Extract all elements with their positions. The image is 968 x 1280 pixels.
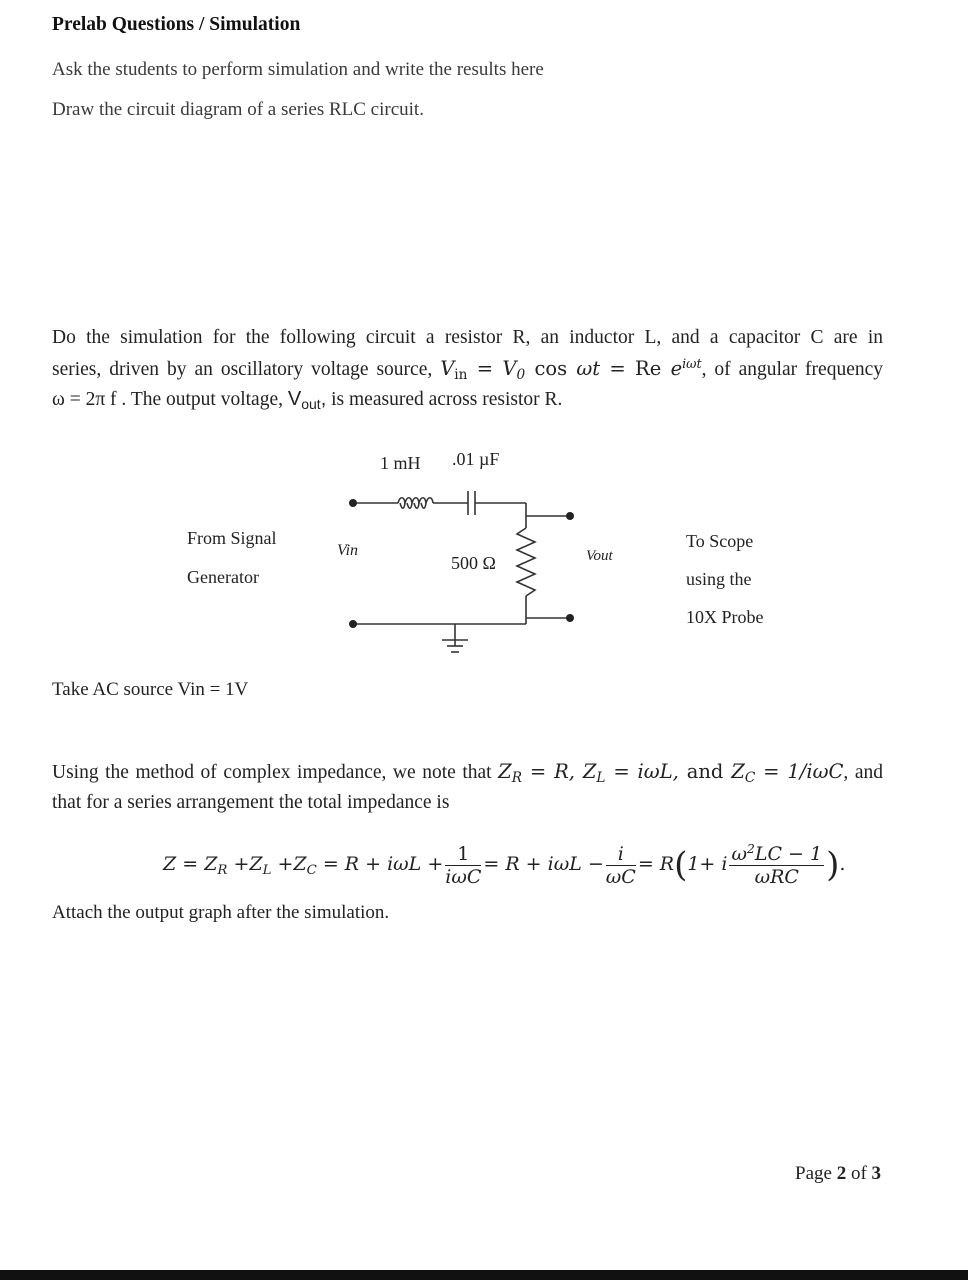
- page-number: Page 2 of 3: [795, 1163, 882, 1184]
- vin-equation: $V_{in} = V_0$ cos ωt = Re $e^{i\omega t}$: [440, 356, 702, 383]
- impedance-equation: $Z = Z_R +Z_L +Z_C = R + i\omega L$ + $\frac{1}{\text{iωC}}$ = R + iωL − $\frac{i}{\omega C}$ = R(1+ i $\frac{\omega^2LC - 1}{\text{ωRC}}$ ).: [163, 841, 846, 888]
- generator-label: Generator: [187, 567, 259, 587]
- probe-label: 10X Probe: [686, 607, 764, 627]
- circuit-diagram: [330, 478, 590, 678]
- intro-line-1: Do the simulation for the following circuit a resistor R, an inductor L, and a capacitor C are in: [52, 327, 883, 348]
- attach-note: Attach the output graph after the simulation.: [52, 902, 390, 923]
- method-paragraph: [52, 756, 883, 818]
- vout-label: Vout: [586, 548, 613, 564]
- intro-line-2: series, driven by an oscillatory voltage source, $V_{in} = V_0$ cos ωt = Re $e^{i\omega t}$, of angular frequency: [52, 356, 884, 383]
- to-scope-label: To Scope: [686, 531, 754, 551]
- capacitor-label: .01 µF: [452, 449, 500, 469]
- impedance-definitions: $Z_R = R$, $Z_L = i\omega L$, and $Z_C = 1/i\omega C$: [498, 760, 844, 786]
- source-note: Take AC source Vin = 1V: [52, 679, 249, 700]
- bottom-bar: [0, 1270, 968, 1280]
- intro-paragraph: [52, 322, 883, 415]
- capacitor-icon: [468, 491, 475, 515]
- intro-line-3: ω = 2π f . The output voltage, $V_{out}$, is measured across resistor R.: [52, 388, 563, 412]
- from-signal-label: From Signal: [187, 528, 277, 548]
- method-line-2: that for a series arrangement the total impedance is: [52, 792, 450, 813]
- inductor-icon: [398, 498, 433, 509]
- ground-icon: [442, 624, 468, 652]
- vin-label: Vin: [337, 542, 359, 559]
- method-line-1: Using the method of complex impedance, we note that $Z_R = R$, $Z_L = i\omega L$, and $Z_C = 1/i\omega C$, and: [52, 760, 884, 786]
- instruction-text: Ask the students to perform simulation and write the results here: [52, 59, 544, 80]
- inductor-label: 1 mH: [380, 453, 421, 473]
- resistor-label: 500 Ω: [451, 553, 496, 573]
- section-heading: Prelab Questions / Simulation: [52, 14, 301, 35]
- using-the-label: using the: [686, 569, 752, 589]
- draw-prompt: Draw the circuit diagram of a series RLC circuit.: [52, 99, 424, 120]
- resistor-icon: [517, 528, 535, 596]
